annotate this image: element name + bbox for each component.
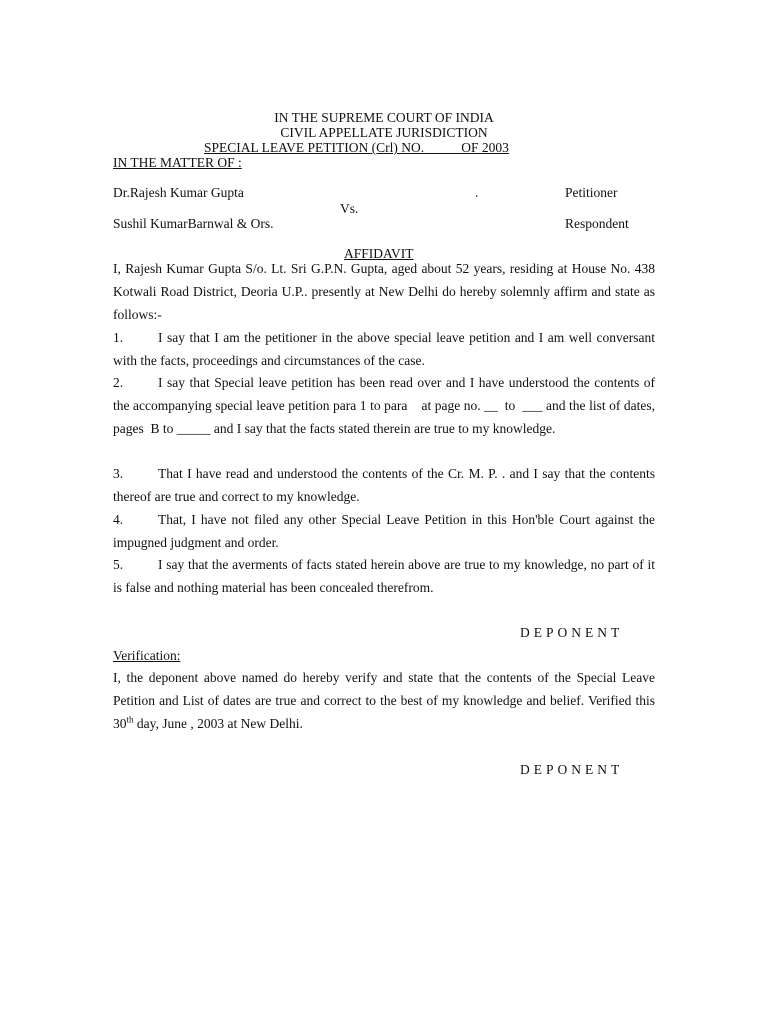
petitioner-role: Petitioner (565, 185, 618, 200)
affidavit-intro: I, Rajesh Kumar Gupta S/o. Lt. Sri G.P.N. Gupta, aged about 52 years, residing at House No. 438 Kotwali Road District, Deoria U.P.. presently at New Delhi do hereby solemnly affirm and state as follows:- (113, 261, 655, 322)
affidavit-title: AFFIDAVIT (344, 246, 414, 261)
versus-label: Vs. (340, 201, 359, 216)
statement-item: 5. I say that the averments of facts stated herein above are true to my knowledge, no part of it is false and nothing material has been concealed therefrom. (113, 557, 655, 595)
statement-item: 2. I say that Special leave petition has been read over and I have understood the contents of the accompanying special leave petition para 1 to para at page no. __ to ___ and the list of dates, pages B to _____ and I say that the facts stated therein are true to my knowledge. (113, 375, 659, 436)
petition-number-line: SPECIAL LEAVE PETITION (Crl) NO. OF 2003 (204, 140, 509, 155)
separator-dot: . (475, 185, 479, 200)
verification-heading: Verification: (113, 648, 181, 663)
statement-item: 1. I say that I am the petitioner in the above special leave petition and I am well conversant with the facts, proceedings and circumstances of the case. (113, 330, 655, 368)
matter-heading: IN THE MATTER OF : (113, 155, 242, 170)
statement-item: 3. That I have read and understood the contents of the Cr. M. P. . and I say that the contents thereof are true and correct to my knowledge. (113, 466, 655, 504)
verification-text: I, the deponent above named do hereby verify and state that the contents of the Special Leave Petition and List of dates are true and correct to the best of my knowledge and belief. Verified this 30th day, June , 2003 at New Delhi. (113, 670, 655, 731)
court-title: IN THE SUPREME COURT OF INDIA (274, 110, 494, 125)
deponent-signature-label: DEPONENT (520, 625, 624, 640)
deponent-verification-label: DEPONENT (520, 762, 624, 777)
statement-item: 4. That, I have not filed any other Special Leave Petition in this Hon'ble Court against the impugned judgment and order. (113, 512, 655, 550)
respondent-role: Respondent (565, 216, 629, 231)
jurisdiction-title: CIVIL APPELLATE JURISDICTION (280, 125, 488, 140)
respondent-name: Sushil KumarBarnwal & Ors. (113, 216, 274, 231)
petitioner-name: Dr.Rajesh Kumar Gupta (113, 185, 244, 200)
